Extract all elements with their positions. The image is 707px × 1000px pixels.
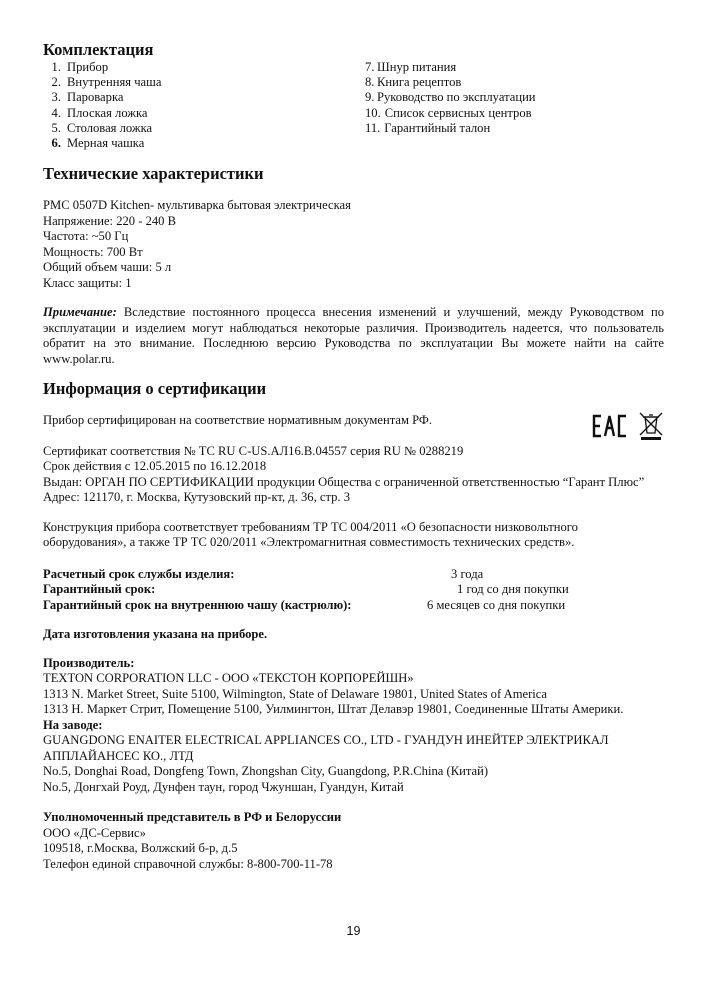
list-item-number: 5. [51,120,61,135]
warranty-block [43,567,664,614]
list-item-number: 2. [51,75,61,90]
list-item [365,90,664,105]
list-item-text: Внутренняя чаша [67,75,162,90]
list-item-text: Руководство по эксплуатации [377,90,536,105]
list-item [43,136,365,151]
cert-line: Срок действия с 12.05.2015 по 16.12.2018 [43,459,267,474]
list-item-text: Прибор [67,60,109,74]
cert-intro: Прибор сертифицирован на соответствие нормативным документам РФ. [43,413,432,428]
manufacturer-line: TEXTON CORPORATION LLC - ООО «ТЕКСТОН КОРПОРЕЙШН» [43,671,414,686]
list-item-number: 9. [365,90,375,105]
list-item [43,106,365,121]
factory-label: На заводе: [43,717,103,732]
warranty-label: Расчетный срок службы изделия: [43,566,235,581]
cert-details [43,444,664,506]
warranty-value: 3 года [451,566,484,581]
cert-intro-row [43,413,664,429]
list-item-number: 6. [51,135,61,150]
factory-line: No.5, Донгхай Роуд, Дунфен таун, город Чжуншан, Гуандун, Китай [43,779,404,794]
kit-list [43,60,664,151]
warranty-row [43,582,664,598]
representative-line: 109518, г.Москва, Волжский б-р, д.5 [43,841,238,856]
spec-line: Класс защиты: 1 [43,275,132,290]
list-item [365,60,664,75]
factory-line: No.5, Donghai Road, Dongfeng Town, Zhongshan City, Guangdong, P.R.China (Китай) [43,764,489,779]
kit-list-left [43,60,365,151]
warranty-row [43,567,664,583]
eac-logo [592,414,628,438]
specs-heading: Технические характеристики [43,164,264,184]
representative-block [43,810,664,872]
representative-line: ООО «ДС-Сервис» [43,825,146,840]
manufacture-date: Дата изготовления указана на приборе. [43,627,268,642]
specs-list [43,198,664,291]
warranty-label: Гарантийный срок на внутреннюю чашу (кастрюлю): [43,597,352,612]
list-item [43,75,365,90]
list-item [365,106,664,121]
factory-line: GUANGDONG ENAITER ELECTRICAL APPLIANCES CO., LTD - ГУАНДУН ИНЕЙТЕР ЭЛЕКТРИКАЛ [43,733,609,748]
cert-logos [592,411,664,441]
note-paragraph [43,305,664,367]
spec-line: PMC 0507D Kitchen- мультиварка бытовая электрическая [43,198,351,213]
list-item-text: Шнур питания [377,60,457,74]
crossed-bin-icon [638,411,664,441]
note-text: Вследствие постоянного процесса внесения изменений и улучшений, между Руководством по эксплуатации и изделием могут наблюдаться некоторые различия. Производитель надеется, что пользователь обратит на это внимание. Последнюю версию Руководства по эксплуатации Вы можете найти на сайте www.polar.ru. [43,305,664,366]
list-item [43,90,365,105]
list-item-number: 7. [365,60,375,74]
cert-line: Сертификат соответствия № ТС RU С-US.АЛ16.В.04557 серия RU № 0288219 [43,443,464,458]
note-label: Примечание: [43,305,117,320]
warranty-row [43,598,664,614]
spec-line: Общий объем чаши: 5 л [43,260,172,275]
list-item [365,75,664,90]
list-item-text: Столовая ложка [67,120,153,135]
list-item-number: 3. [51,90,61,105]
list-item [43,60,365,75]
factory-line: АППЛАЙАНСЕС КО., ЛТД [43,748,194,763]
representative-label: Уполномоченный представитель в РФ и Белоруссии [43,810,342,825]
list-item-text: Пароварка [67,90,124,105]
list-item-number: 1. [51,60,61,74]
spec-line: Частота: ~50 Гц [43,229,129,244]
list-item-number: 8. [365,75,375,90]
list-item-number: 10. [365,105,381,120]
cert-heading: Информация о сертификации [43,379,267,399]
cert-line: Адрес: 121170, г. Москва, Кутузовский пр-кт, д. 36, стр. 3 [43,490,351,505]
page-number: 19 [346,924,361,938]
conformity-paragraph: Конструкция прибора соответствует требованиям ТР ТС 004/2011 «О безопасности низковольтного оборудования», а также ТР ТС 020/2011 «Электромагнитная совместимость технических средств». [43,519,578,550]
list-item-text: Книга рецептов [377,75,462,90]
spec-line: Мощность: 700 Вт [43,244,143,259]
kit-heading: Комплектация [43,40,154,59]
list-item-text: Список сервисных центров [384,105,532,120]
manufacturer-block [43,656,664,796]
representative-line: Телефон единой справочной службы: 8-800-700-11-78 [43,856,333,871]
manufacturer-line: 1313 Н. Маркет Стрит, Помещение 5100, Уилмингтон, Штат Делавэр 19801, Соединенные Штаты Америки. [43,702,624,717]
warranty-value: 1 год со дня покупки [457,582,569,597]
cert-line: Выдан: ОРГАН ПО СЕРТИФИКАЦИИ продукции Общества с ограниченной ответственностью “Гарант Плюс” [43,474,645,489]
document-page [43,40,664,872]
warranty-value: 6 месяцев со дня покупки [427,597,566,612]
kit-list-right [365,60,664,151]
list-item [365,121,664,136]
list-item-text: Гарантийный талон [384,120,491,135]
list-item-text: Мерная чашка [67,135,145,150]
list-item [43,121,365,136]
spec-line: Напряжение: 220 - 240 В [43,213,177,228]
list-item-number: 4. [51,105,61,120]
list-item-number: 11. [365,120,381,135]
manufacturer-line: 1313 N. Market Street, Suite 5100, Wilmington, State of Delaware 19801, United States of America [43,686,547,701]
list-item-text: Плоская ложка [67,105,148,120]
manufacturer-label: Производитель: [43,655,135,670]
warranty-label: Гарантийный срок: [43,582,156,597]
